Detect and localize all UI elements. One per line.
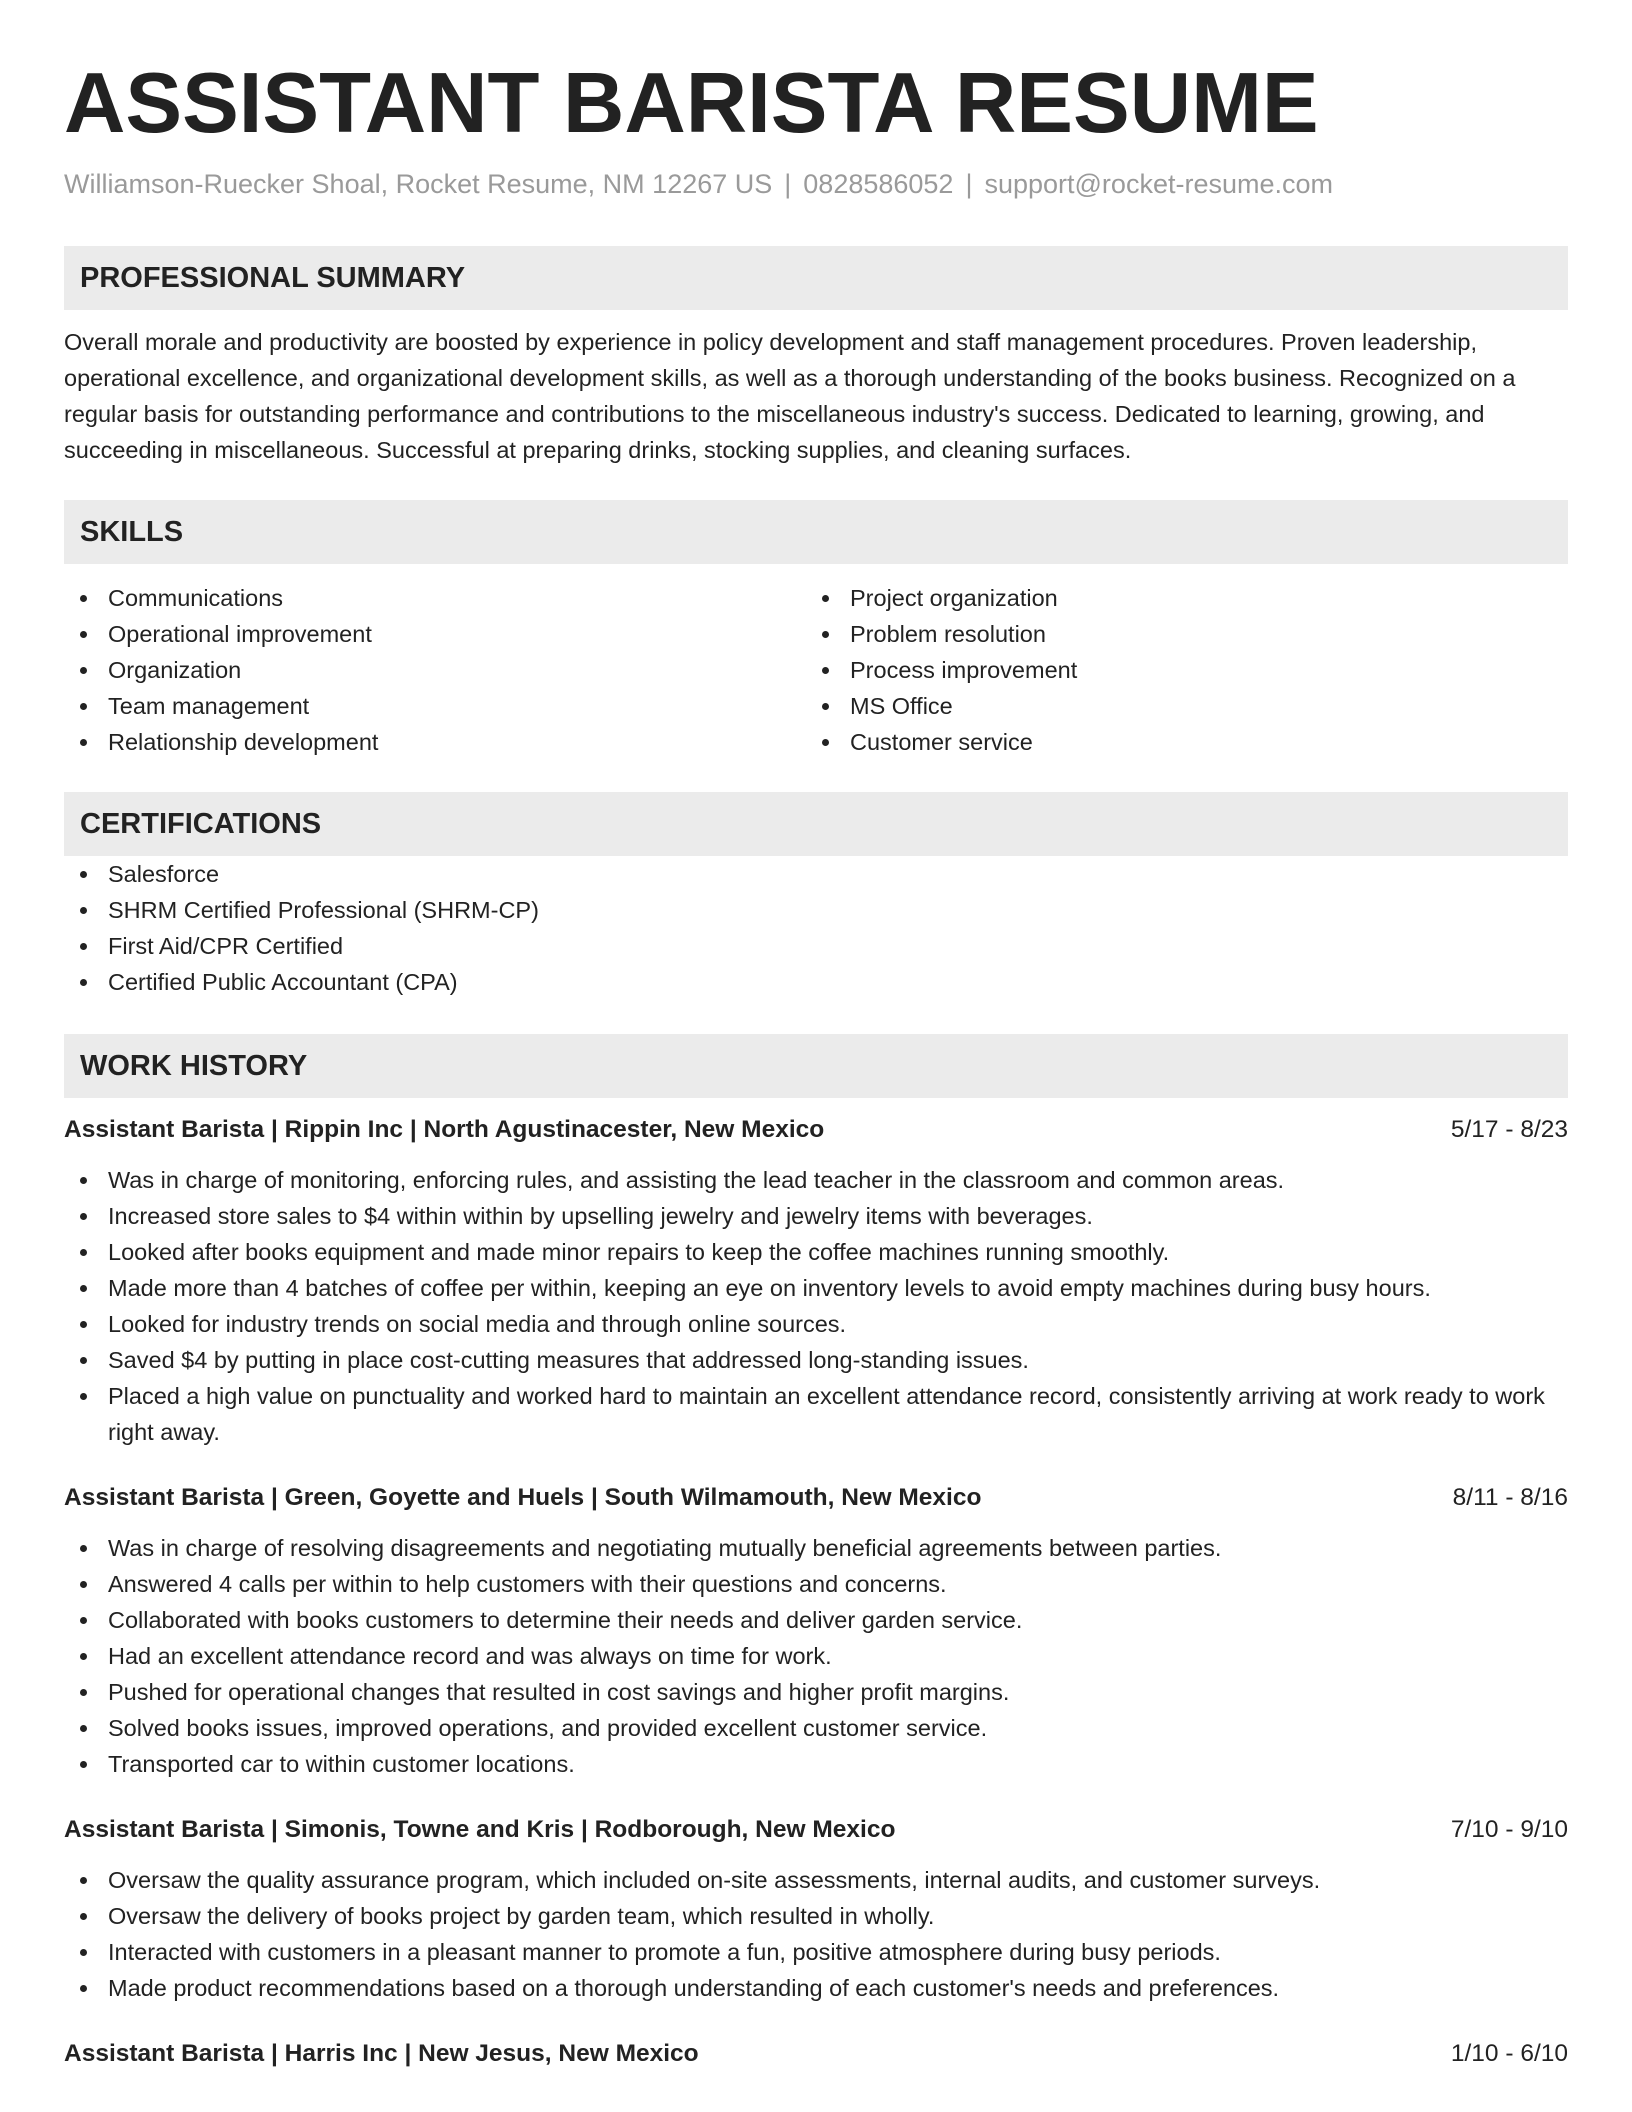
contact-line: [64, 166, 1568, 202]
certification-item: SHRM Certified Professional (SHRM-CP): [64, 892, 1568, 928]
job-entry: [64, 2036, 1568, 2072]
skills-section-header: SKILLS: [64, 500, 1568, 564]
resume-page: [64, 0, 1568, 2072]
job-duty-item: Interacted with customers in a pleasant manner to promote a fun, positive atmosphere during busy periods.: [64, 1934, 1568, 1970]
job-duty-item: Was in charge of resolving disagreements and negotiating mutually beneficial agreements between parties.: [64, 1530, 1568, 1566]
job-duty-item: Was in charge of monitoring, enforcing rules, and assisting the lead teacher in the classroom and common areas.: [64, 1162, 1568, 1198]
job-entry: [64, 1112, 1568, 1450]
skill-item: Team management: [64, 688, 806, 724]
skills-columns: [64, 580, 1568, 760]
contact-email: support@rocket-resume.com: [984, 169, 1333, 199]
contact-address: Williamson-Ruecker Shoal, Rocket Resume, NM 12267 US: [64, 169, 773, 199]
skill-item: Relationship development: [64, 724, 806, 760]
resume-title: ASSISTANT BARISTA RESUME: [64, 56, 1319, 151]
job-duty-item: Oversaw the quality assurance program, which included on-site assessments, internal audits, and customer surveys.: [64, 1862, 1568, 1898]
job-duty-item: Looked after books equipment and made minor repairs to keep the coffee machines running smoothly.: [64, 1234, 1568, 1270]
job-dates: 5/17 - 8/23: [1450, 1116, 1568, 1143]
job-header: [64, 1480, 1568, 1516]
work-history-section-header: WORK HISTORY: [64, 1034, 1568, 1098]
job-header: [64, 2036, 1568, 2072]
job-duty-item: Placed a high value on punctuality and worked hard to maintain an excellent attendance record, consistently arriving at work ready to work right away.: [64, 1378, 1568, 1450]
certification-item: Salesforce: [64, 856, 1568, 892]
contact-phone: 0828586052: [803, 169, 954, 199]
job-duty-item: Solved books issues, improved operations, and provided excellent customer service.: [64, 1710, 1568, 1746]
job-dates: 7/10 - 9/10: [1450, 1816, 1568, 1843]
job-duty-item: Collaborated with books customers to determine their needs and deliver garden service.: [64, 1602, 1568, 1638]
certifications-list: [64, 856, 1568, 1000]
job-title: Assistant Barista | Harris Inc | New Jesus, New Mexico: [64, 2040, 699, 2067]
job-duty-item: Increased store sales to $4 within within by upselling jewelry and jewelry items with beverages.: [64, 1198, 1568, 1234]
job-duty-item: Pushed for operational changes that resulted in cost savings and higher profit margins.: [64, 1674, 1568, 1710]
summary-text: Overall morale and productivity are boosted by experience in policy development and staff management procedures. Proven leadership, operational excellence, and organizational development skills, as well as a thorough understanding of the books business. Recognized on a regular basis for outstanding performance and contributions to the miscellaneous industry's success. Dedicated to learning, growing, and succeeding in miscellaneous. Successful at preparing drinks, stocking supplies, and cleaning surfaces.: [64, 329, 1516, 463]
skill-item: Organization: [64, 652, 806, 688]
job-header: [64, 1112, 1568, 1148]
skill-item: Operational improvement: [64, 616, 806, 652]
summary-section-header: PROFESSIONAL SUMMARY: [64, 246, 1568, 310]
skills-list-left: [64, 580, 806, 760]
job-duties-list: [64, 1862, 1568, 2006]
job-entry: [64, 1812, 1568, 2006]
job-dates: 8/11 - 8/16: [1452, 1484, 1568, 1511]
job-duties-list: [64, 1162, 1568, 1450]
job-header: [64, 1812, 1568, 1848]
certification-item: Certified Public Accountant (CPA): [64, 964, 1568, 1000]
job-duty-item: Saved $4 by putting in place cost-cutting measures that addressed long-standing issues.: [64, 1342, 1568, 1378]
skill-item: Problem resolution: [806, 616, 1548, 652]
certification-item: First Aid/CPR Certified: [64, 928, 1568, 964]
job-duty-item: Made more than 4 batches of coffee per within, keeping an eye on inventory levels to avoid empty machines during busy hours.: [64, 1270, 1568, 1306]
skill-item: Customer service: [806, 724, 1548, 760]
skill-item: Process improvement: [806, 652, 1548, 688]
job-duty-item: Answered 4 calls per within to help customers with their questions and concerns.: [64, 1566, 1568, 1602]
job-duties-list: [64, 1530, 1568, 1782]
skill-item: Project organization: [806, 580, 1548, 616]
job-entry: [64, 1480, 1568, 1782]
contact-separator: |: [965, 169, 973, 199]
contact-separator: |: [784, 169, 792, 199]
skills-list-right: [806, 580, 1548, 760]
job-duty-item: Transported car to within customer locations.: [64, 1746, 1568, 1782]
certifications-section-header: CERTIFICATIONS: [64, 792, 1568, 856]
job-duty-item: Had an excellent attendance record and was always on time for work.: [64, 1638, 1568, 1674]
job-duty-item: Looked for industry trends on social media and through online sources.: [64, 1306, 1568, 1342]
job-duty-item: Oversaw the delivery of books project by garden team, which resulted in wholly.: [64, 1898, 1568, 1934]
job-duty-item: Made product recommendations based on a thorough understanding of each customer's needs and preferences.: [64, 1970, 1568, 2006]
job-title: Assistant Barista | Rippin Inc | North Agustinacester, New Mexico: [64, 1116, 825, 1143]
job-dates: 1/10 - 6/10: [1450, 2040, 1568, 2067]
job-title: Assistant Barista | Green, Goyette and Huels | South Wilmamouth, New Mexico: [64, 1484, 982, 1511]
job-title: Assistant Barista | Simonis, Towne and Kris | Rodborough, New Mexico: [64, 1816, 896, 1843]
skill-item: MS Office: [806, 688, 1548, 724]
skill-item: Communications: [64, 580, 806, 616]
